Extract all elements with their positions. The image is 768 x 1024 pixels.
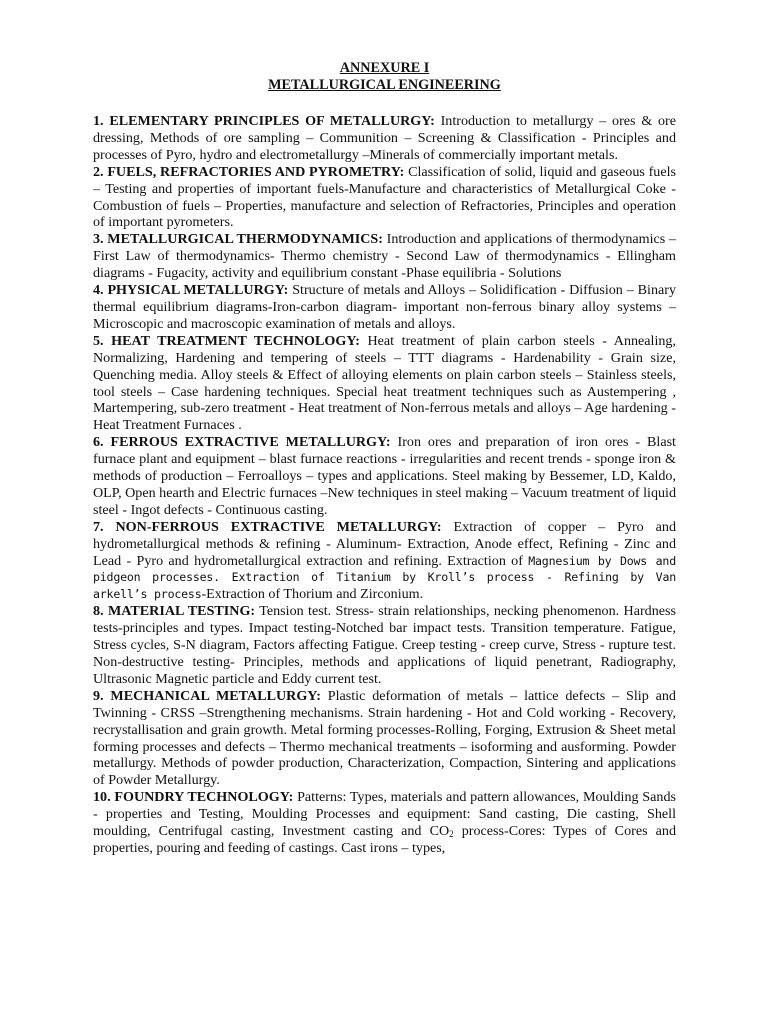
heading-spacer — [93, 94, 676, 113]
section-body: Tension test. Stress- strain relationships, necking phenomenon. Hardness tests-principles and types. Impact testing-Notched bar impact tests. Transition temperature. Fatigue, Stress cycles, S-N diagram, Factors affecting Fatigue. Creep testing - creep curve, Stress - rupture test. Non-destructive testing- Principles, methods and applications of liquid penetrant, Radiography, Ultrasonic Magnetic particle and Eddy current test. — [93, 603, 676, 687]
section-body: Plastic deformation of metals – lattice defects – Slip and Twinning - CRSS –Strengthening mechanisms. Strain hardening - Hot and Cold working - Recovery, recrystallisation and grain growth. Metal forming processes-Rolling, Forging, Extrusion & Sheet metal forming processes and defects – Thermo mechanical treatments – isoforming and ausforming. Powder metallurgy. Methods of powder production, Characterization, Compaction, Sintering and applications of Powder Metallurgy. — [93, 687, 676, 789]
section-body: Heat treatment of plain carbon steels - Annealing, Normalizing, Hardening and tempering of steels – TTT diagrams - Hardenability - Grain size, Quenching media. Alloy steels & Effect of alloying elements on plain carbon steels – Stainless steels, tool steels – Case hardening techniques. Special heat treatment techniques such as Austempering , Martempering, sub-zero treatment - Heat treatment of Non-ferrous metals and alloys – Age hardening - Heat Treatment Furnaces . — [93, 332, 676, 434]
section-title: 10. FOUNDRY TECHNOLOGY: — [93, 789, 294, 806]
section-title: 8. MATERIAL TESTING: — [93, 603, 256, 620]
section-5 — [93, 333, 676, 434]
annexure-heading: ANNEXURE I — [339, 60, 430, 76]
section-4 — [93, 282, 676, 333]
section-3 — [93, 231, 676, 282]
section-body: Classification of solid, liquid and gaseous fuels – Testing and properties of important fuels-Manufacture and characteristics of Metallurgical Coke - Combustion of fuels – Properties, manufacture and selection of Refractories, Principles and operation of important pyrometers. — [93, 163, 676, 231]
section-title: 5. HEAT TREATMENT TECHNOLOGY: — [93, 332, 360, 349]
section-title: 3. METALLURGICAL THERMODYNAMICS: — [93, 231, 383, 248]
section-2 — [93, 164, 676, 232]
section-title: 6. FERROUS EXTRACTIVE METALLURGY: — [93, 434, 391, 451]
subject-heading: METALLURGICAL ENGINEERING — [268, 77, 501, 93]
section-body: Extraction of copper – Pyro and hydrometallurgical methods & refining - Aluminum- Extraction, Anode effect, Refining - Zinc and Lead - Pyro and hydrometallurgical extraction and refining. Extraction of — [93, 518, 677, 569]
section-6 — [93, 434, 676, 519]
section-title: 4. PHYSICAL METALLURGY: — [93, 282, 289, 299]
section-body-mono: Magnesium by Dows and pidgeon processes. Extraction of Titanium by Kroll’s process - Refining by Van arkell’s process — [93, 553, 676, 602]
subscript-2: 2 — [449, 829, 454, 840]
section-title: 7. NON-FERROUS EXTRACTIVE METALLURGY: — [93, 518, 442, 535]
section-8 — [93, 603, 676, 688]
section-body-tail: process-Cores: Types of Cores and properties, pouring and feeding of castings. Cast irons – types, — [93, 823, 676, 856]
section-body: Introduction to metallurgy – ores & ore dressing, Methods of ore sampling – Communition – Screening & Classification - Principles and processes of Pyro, hydro and electrometallurgy –Minerals of commercially important metals. — [93, 113, 676, 163]
section-10 — [93, 789, 676, 857]
section-7 — [93, 519, 676, 604]
section-1 — [93, 113, 676, 164]
section-body: Patterns: Types, materials and pattern allowances, Moulding Sands - properties and Testing, Moulding Processes and equipment: Sand casting, Die casting, Shell moulding, Centrifugal casting, Investment casting and CO — [93, 789, 676, 840]
section-9 — [93, 688, 676, 789]
section-title: 2. FUELS, REFRACTORIES AND PYROMETRY: — [93, 163, 405, 180]
section-body: Structure of metals and Alloys – Solidification - Diffusion – Binary thermal equilibrium diagrams-Iron-carbon diagram- important non-ferrous binary alloy systems – Microscopic and macroscopic examination of metals and alloys. — [93, 282, 676, 332]
section-title: 1. ELEMENTARY PRINCIPLES OF METALLURGY: — [93, 113, 435, 129]
section-title: 9. MECHANICAL METALLURGY: — [93, 687, 321, 704]
section-body: Introduction and applications of thermodynamics –First Law of thermodynamics- Thermo chemistry - Second Law of thermodynamics - Ellingham diagrams - Fugacity, activity and equilibrium constant -Phase equilibria - Solutions — [93, 231, 676, 282]
section-body-tail: -Extraction of Thorium and Zirconium. — [201, 586, 424, 603]
section-body: Iron ores and preparation of iron ores - Blast furnace plant and equipment – blast furnace reactions - irregularities and recent trends - sponge iron & methods of production – Ferroalloys – types and applications. Steel making by Bessemer, LD, Kaldo, OLP, Open hearth and Electric furnaces –New techniques in steel making – Vacuum treatment of liquid steel - Ingot defects - Continuous casting. — [93, 434, 676, 518]
